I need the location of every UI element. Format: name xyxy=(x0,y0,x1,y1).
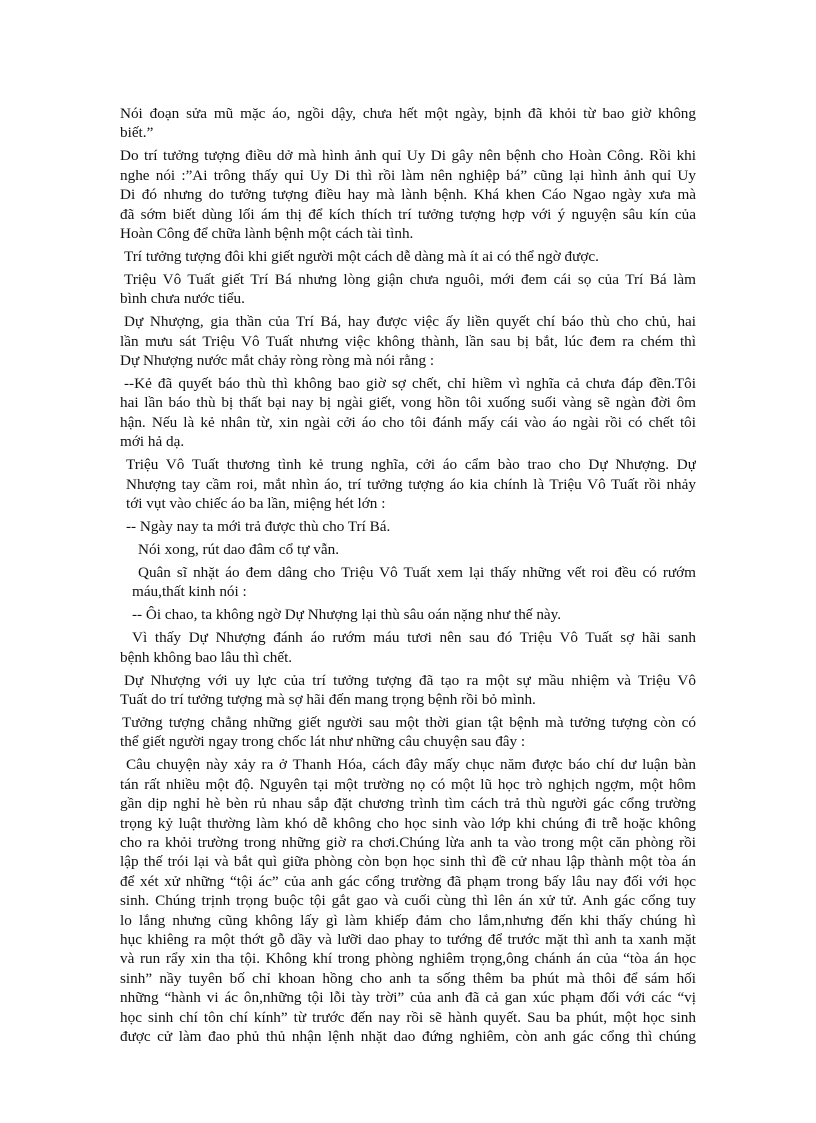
text-line: Do trí tưởng tượng điều dở mà hình ảnh quỉ Uy Di gây nên bệnh cho Hoàn Công. Rồi khi xyxy=(120,147,696,165)
text-line: được cử làm đao phủ thủ nhận lệnh nhặt dao đứng nghiêm, còn anh gác cổng thì chúng xyxy=(120,1027,696,1045)
text-line: Trí tưởng tượng đôi khi giết người một cách dễ dàng mà ít ai có thể ngờ được. xyxy=(124,247,599,265)
text-line: cho ra khỏi trường trong những giờ ra chơi.Chúng lừa anh ta vào trong một căn phòng rồi xyxy=(120,833,696,851)
text-line: Di đó nhưng do tưởng tượng điều hay mà lành bệnh. Khá khen Cáo Ngao ngày xưa mà xyxy=(120,186,696,204)
text-line: bệnh không bao lâu thì chết. xyxy=(120,648,293,666)
text-line: Quân sĩ nhặt áo đem dâng cho Triệu Vô Tuất xem lại thấy những vết roi đều có rướm xyxy=(138,563,696,581)
text-line: Nhượng tay cầm roi, mắt nhìn áo, trí tưởng tượng áo kia chính là Triệu Vô Tuất rồi nhảy xyxy=(126,475,696,493)
text-line: Tưởng tượng chẳng những giết người sau một thời gian tật bệnh mà tưởng tượng còn có xyxy=(122,714,696,732)
text-line: Nói xong, rút dao đâm cổ tự vẫn. xyxy=(138,540,339,558)
text-line: Triệu Vô Tuất giết Trí Bá nhưng lòng giận chưa nguôi, mới đem cái sọ của Trí Bá làm xyxy=(124,270,696,288)
text-line: tới vụt vào chiếc áo ba lần, miệng hét lớn : xyxy=(126,494,386,512)
text-line: sinh” nầy tuyên bố chỉ khoan hồng cho anh ta sống thêm ba phút mà thôi để sám hối xyxy=(120,969,696,987)
document-page xyxy=(120,104,696,1046)
text-line: --Kẻ đã quyết báo thù thì không bao giờ sợ chết, chỉ hiềm vì nghĩa cả chưa đáp đền.Tôi xyxy=(124,375,696,393)
text-line: lần mưu sát Triệu Vô Tuất nhưng việc không thành, lần sau bị bắt, lúc đem ra chém thì xyxy=(120,332,696,350)
text-line: Câu chuyện này xảy ra ở Thanh Hóa, cách đây mấy chục năm được báo chí dư luận bàn xyxy=(126,756,696,774)
text-line: Hoàn Công để chữa lành bệnh một cách tài tình. xyxy=(120,224,414,242)
text-line: Triệu Vô Tuất thương tình kẻ trung nghĩa, cởi áo cẩm bào trao cho Dự Nhượng. Dự xyxy=(126,456,696,474)
text-line: -- Ôi chao, ta không ngờ Dự Nhượng lại thù sâu oán nặng như thế này. xyxy=(132,606,562,624)
text-line: học sinh chí tôn chí kính” từ trước đến nay rồi sẽ hành quyết. Sau ba phút, một học sinh xyxy=(120,1008,696,1026)
text-line: và run rẩy xin tha tội. Không khí trong phòng nghiêm trọng,ông chánh án của “tòa án học xyxy=(120,950,696,968)
text-line: biết.” xyxy=(120,124,154,142)
text-line: đã sớm biết dùng lối ám thị để kích thích trí tưởng tượng hợp với ý nguyện sâu kín của xyxy=(120,205,696,223)
text-line: Vì thấy Dự Nhượng đánh áo rướm máu tươi nên sau đó Triệu Vô Tuất sợ hãi sanh xyxy=(132,629,696,647)
text-line: hai lần báo thù bị thất bại nay bị ngài giết, vong hồn tôi xuống suối vàng sẽ ngàn đời ôm xyxy=(120,394,696,412)
text-line: Dự Nhượng, gia thần của Trí Bá, hay được việc ấy liền quyết chí báo thù cho chủ, hai xyxy=(124,313,696,331)
text-line: để xét xử những “tội ác” của anh gác cổng trường đã phạm trong bấy lâu nay đối với học xyxy=(120,872,696,890)
text-line: bình chưa nước tiểu. xyxy=(120,290,245,308)
text-line: hục khiêng ra một thớt gỗ dầy và lưỡi dao phay to tướng để trước mặt thì anh ta xanh mặt xyxy=(120,930,696,948)
text-line: hận. Nếu là kẻ nhân từ, xin ngài cởi áo cho tôi đánh mấy cái vào áo ngài rồi có chết tôi xyxy=(120,413,696,431)
text-line: gần dịp nghỉ hè bèn rủ nhau sắp đặt chương trình tìm cách trả thù người gác cổng trường xyxy=(120,795,696,813)
text-line: Tuất do trí tưởng tượng mà sợ hãi đến mang trọng bệnh rồi bỏ mình. xyxy=(120,691,536,709)
text-line: máu,thất kinh nói : xyxy=(132,583,247,601)
text-line: lập thế trói lại và bắt quì giữa phòng còn bọn học sinh thì đề cử nhau lập thành một tòa án xyxy=(120,853,696,871)
text-line: Dự Nhượng nước mắt chảy ròng ròng mà nói rằng : xyxy=(120,352,435,370)
text-line: Dự Nhượng với uy lực của trí tưởng tượng đã tạo ra một sự mầu nhiệm và Triệu Vô xyxy=(124,671,696,689)
text-line: lo lắng nhưng cũng không lấy gì làm khiếp đảm cho lắm,nhưng đến khi thấy chúng hì xyxy=(120,911,696,929)
text-line: thể giết người ngay trong chốc lát như những câu chuyện sau đây : xyxy=(120,733,526,751)
text-line: -- Ngày nay ta mới trả được thù cho Trí Bá. xyxy=(126,517,391,535)
text-line: mới hả dạ. xyxy=(120,433,185,451)
text-line: Nói đoạn sửa mũ mặc áo, ngồi dậy, chưa hết một ngày, bịnh đã khỏi từ bao giờ không xyxy=(120,105,696,122)
text-line: tán rất nhiều một độ. Nguyên tại một trường nọ có một lũ học trò nghịch ngợm, một hôm xyxy=(120,775,696,793)
text-line: những “hành vi ác ôn,những tội lỗi tày trời” của anh đã cả gan xúc phạm đối với các “vị xyxy=(120,989,696,1007)
text-line: nghe nói :”Ai trông thấy quỉ Uy Di thì rồi làm nên nghiệp bá” cũng lại hình ảnh quỉ Uy xyxy=(120,166,696,184)
text-line: sinh. Chúng trịnh trọng buộc tội gắt gao và cuối cùng thì lên án xử tử. Anh gác cổng tuy xyxy=(120,892,696,910)
text-line: trọng kỷ luật thường làm khó dễ không cho học sinh vào lớp khi chúng đi trễ hoặc không xyxy=(120,814,696,832)
